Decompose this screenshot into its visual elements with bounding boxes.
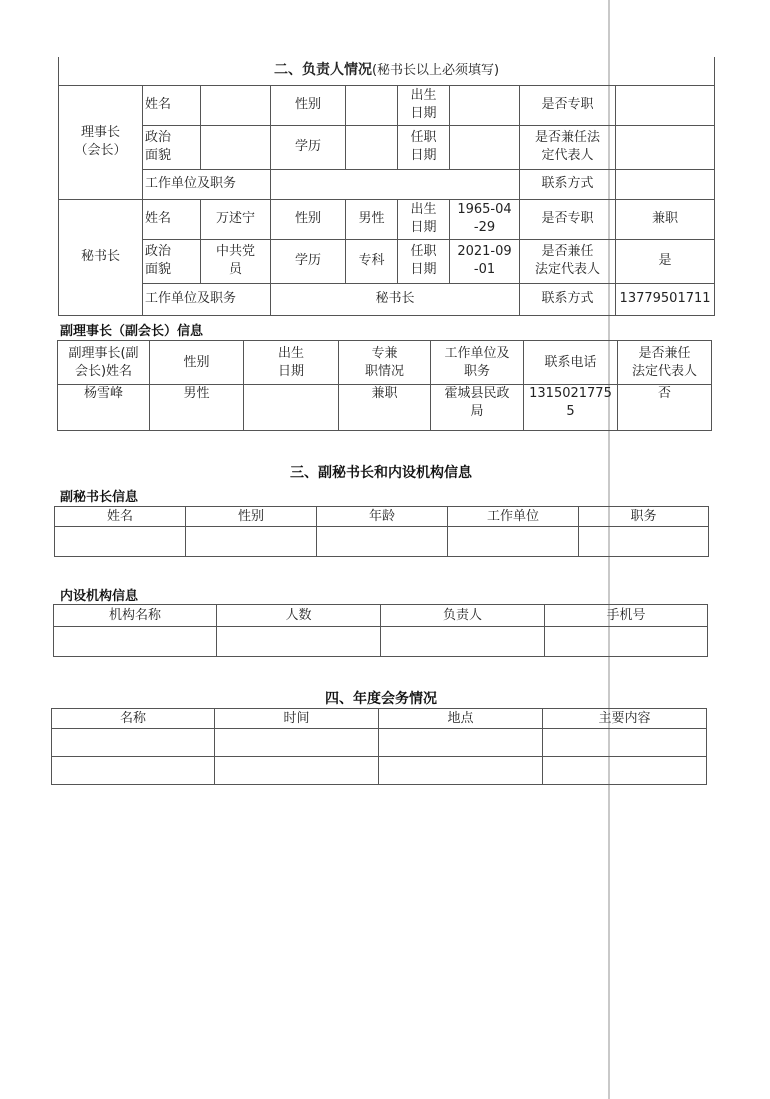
chairman-fulltime-label: 是否专职 bbox=[520, 85, 616, 125]
table-cell bbox=[217, 627, 381, 657]
meetings-header-content: 主要内容 bbox=[543, 709, 707, 729]
internal-header-leader: 负责人 bbox=[381, 605, 545, 627]
secretary-birth-value bbox=[450, 199, 520, 239]
secretary-tenure-line2: -01 bbox=[473, 262, 496, 277]
internal-header-count: 人数 bbox=[217, 605, 381, 627]
table-cell bbox=[381, 627, 545, 657]
vc-row-work bbox=[431, 385, 524, 431]
legalrep-label-line1: 是否兼任 bbox=[541, 244, 594, 259]
chairman-birth-value bbox=[450, 85, 520, 125]
chairman-tenure-value bbox=[450, 125, 520, 169]
table-cell bbox=[543, 757, 707, 785]
chairman-education-value bbox=[346, 125, 398, 169]
section2-title-row bbox=[59, 57, 715, 85]
vc-row-fulltime: 兼职 bbox=[339, 385, 431, 431]
chairman-role-line1: 理事长 bbox=[80, 125, 120, 140]
deputy-header-gender: 性别 bbox=[186, 507, 317, 527]
table-row bbox=[52, 757, 707, 785]
secretary-education-value: 专科 bbox=[346, 239, 398, 283]
responsible-persons-table bbox=[58, 57, 715, 316]
table-cell bbox=[317, 527, 448, 557]
vc-header-gender: 性别 bbox=[150, 341, 244, 385]
vc-header-name-line1: 副理事长(副 bbox=[68, 345, 139, 361]
secretary-legalrep-value: 是 bbox=[616, 239, 715, 283]
table-row bbox=[54, 627, 708, 657]
table-cell bbox=[52, 729, 215, 757]
tenure-label-line1: 任职 bbox=[410, 244, 437, 259]
vc-row-name: 杨雪峰 bbox=[58, 385, 150, 431]
secretary-contact-label: 联系方式 bbox=[520, 283, 616, 315]
vc-header-birth bbox=[244, 341, 339, 385]
vc-header-name-line2: 会长)姓名 bbox=[74, 363, 133, 379]
table-cell bbox=[379, 729, 543, 757]
chairman-workunit-label: 工作单位及职务 bbox=[143, 169, 271, 199]
internal-org-table bbox=[53, 604, 708, 657]
chairman-name-label: 姓名 bbox=[143, 85, 201, 125]
chairman-birth-label bbox=[398, 85, 450, 125]
chairman-tenure-label bbox=[398, 125, 450, 169]
internal-org-heading: 内设机构信息 bbox=[60, 589, 139, 604]
chairman-gender-value bbox=[346, 85, 398, 125]
chairman-contact-label: 联系方式 bbox=[520, 169, 616, 199]
secretary-role-cell: 秘书长 bbox=[59, 199, 143, 315]
birth-label-line2: 日期 bbox=[410, 220, 437, 235]
secretary-contact-value: 13779501711 bbox=[616, 283, 715, 315]
chairman-role-line2: （会长） bbox=[74, 143, 127, 158]
tenure-label-line2: 日期 bbox=[410, 148, 437, 163]
secretary-birth-line2: -29 bbox=[473, 220, 496, 235]
meetings-header-place: 地点 bbox=[379, 709, 543, 729]
vice-chairs-heading: 副理事长（副会长）信息 bbox=[60, 324, 204, 339]
secretary-tenure-label bbox=[398, 239, 450, 283]
chairman-name-value bbox=[201, 85, 271, 125]
meetings-header-time: 时间 bbox=[215, 709, 379, 729]
chairman-fulltime-value bbox=[616, 85, 715, 125]
table-cell bbox=[215, 729, 379, 757]
legalrep-label-line2: 定代表人 bbox=[541, 148, 594, 163]
deputy-header-position: 职务 bbox=[579, 507, 709, 527]
deputy-header-age: 年龄 bbox=[317, 507, 448, 527]
secretary-fulltime-label: 是否专职 bbox=[520, 199, 616, 239]
table-row bbox=[58, 385, 712, 431]
vc-header-birth-line2: 日期 bbox=[277, 363, 304, 379]
internal-header-name: 机构名称 bbox=[54, 605, 217, 627]
vc-row-birth bbox=[244, 385, 339, 431]
table-row bbox=[52, 729, 707, 757]
secretary-political-label bbox=[143, 239, 201, 283]
chairman-role-cell bbox=[59, 85, 143, 199]
vc-header-fulltime-line2: 职情况 bbox=[364, 363, 404, 379]
legalrep-label-line1: 是否兼任法 bbox=[534, 130, 600, 145]
vc-header-birth-line1: 出生 bbox=[277, 345, 304, 361]
secretary-political-value bbox=[201, 239, 271, 283]
vc-header-work-line1: 工作单位及 bbox=[444, 345, 510, 361]
political-label-line1: 政治 bbox=[145, 244, 172, 259]
table-cell bbox=[448, 527, 579, 557]
birth-label-line1: 出生 bbox=[410, 202, 437, 217]
table-cell bbox=[52, 757, 215, 785]
section2-title: 二、负责人情况 bbox=[273, 62, 372, 79]
table-cell bbox=[543, 729, 707, 757]
deputy-header-name: 姓名 bbox=[55, 507, 186, 527]
table-row bbox=[55, 527, 709, 557]
vc-row-work-line1: 霍城县民政 bbox=[444, 386, 510, 401]
section4-title: 四、年度会务情况 bbox=[325, 691, 437, 707]
political-label-line1: 政治 bbox=[145, 130, 172, 145]
vc-header-legal bbox=[618, 341, 712, 385]
chairman-legalrep-label bbox=[520, 125, 616, 169]
secretary-workunit-value: 秘书长 bbox=[271, 283, 520, 315]
vc-row-legal: 否 bbox=[618, 385, 712, 431]
secretary-name-value: 万述宁 bbox=[201, 199, 271, 239]
secretary-gender-value: 男性 bbox=[346, 199, 398, 239]
secretary-name-label: 姓名 bbox=[143, 199, 201, 239]
chairman-contact-value bbox=[616, 169, 715, 199]
secretary-fulltime-value: 兼职 bbox=[616, 199, 715, 239]
section3-title: 三、副秘书长和内设机构信息 bbox=[290, 465, 472, 481]
vc-header-legal-line2: 法定代表人 bbox=[631, 363, 697, 379]
chairman-legalrep-value bbox=[616, 125, 715, 169]
vc-header-fulltime-line1: 专兼 bbox=[371, 345, 398, 361]
vc-header-name bbox=[58, 341, 150, 385]
chairman-political-value bbox=[201, 125, 271, 169]
political-label-line2: 面貌 bbox=[145, 148, 172, 163]
secretary-birth-line1: 1965-04 bbox=[457, 202, 512, 217]
birth-label-line2: 日期 bbox=[410, 106, 437, 121]
birth-label-line1: 出生 bbox=[410, 88, 437, 103]
vc-row-gender: 男性 bbox=[150, 385, 244, 431]
secretary-workunit-label: 工作单位及职务 bbox=[143, 283, 271, 315]
political-label-line2: 面貌 bbox=[145, 262, 172, 277]
chairman-education-label: 学历 bbox=[271, 125, 346, 169]
vc-header-work bbox=[431, 341, 524, 385]
secretary-legalrep-label bbox=[520, 239, 616, 283]
table-cell bbox=[545, 627, 708, 657]
section2-note: (秘书长以上必须填写) bbox=[371, 63, 500, 79]
vc-header-work-line2: 职务 bbox=[463, 363, 490, 379]
vice-chairs-table bbox=[57, 340, 712, 431]
secretary-education-label: 学历 bbox=[271, 239, 346, 283]
table-cell bbox=[54, 627, 217, 657]
chairman-gender-label: 性别 bbox=[271, 85, 346, 125]
legalrep-label-line2: 法定代表人 bbox=[534, 262, 600, 277]
secretary-tenure-line1: 2021-09 bbox=[457, 244, 512, 259]
annual-meetings-table bbox=[51, 708, 707, 785]
vc-row-work-line2: 局 bbox=[470, 404, 484, 419]
secretary-political-line1: 中共党 bbox=[215, 244, 255, 259]
vc-header-legal-line1: 是否兼任 bbox=[638, 345, 691, 361]
deputy-header-workunit: 工作单位 bbox=[448, 507, 579, 527]
vc-header-phone: 联系电话 bbox=[524, 341, 618, 385]
secretary-birth-label bbox=[398, 199, 450, 239]
vc-row-phone: 13150217755 bbox=[524, 385, 618, 431]
vc-header-fulltime bbox=[339, 341, 431, 385]
internal-header-mobile: 手机号 bbox=[545, 605, 708, 627]
meetings-header-name: 名称 bbox=[52, 709, 215, 729]
chairman-political-label bbox=[143, 125, 201, 169]
tenure-label-line2: 日期 bbox=[410, 262, 437, 277]
table-cell bbox=[215, 757, 379, 785]
table-cell bbox=[55, 527, 186, 557]
chairman-workunit-value bbox=[271, 169, 520, 199]
tenure-label-line1: 任职 bbox=[410, 130, 437, 145]
deputy-secretary-heading: 副秘书长信息 bbox=[60, 490, 139, 505]
secretary-tenure-value bbox=[450, 239, 520, 283]
table-cell bbox=[579, 527, 709, 557]
secretary-gender-label: 性别 bbox=[271, 199, 346, 239]
secretary-political-line2: 员 bbox=[228, 262, 242, 277]
table-cell bbox=[186, 527, 317, 557]
table-cell bbox=[379, 757, 543, 785]
deputy-secretary-table bbox=[54, 506, 709, 557]
